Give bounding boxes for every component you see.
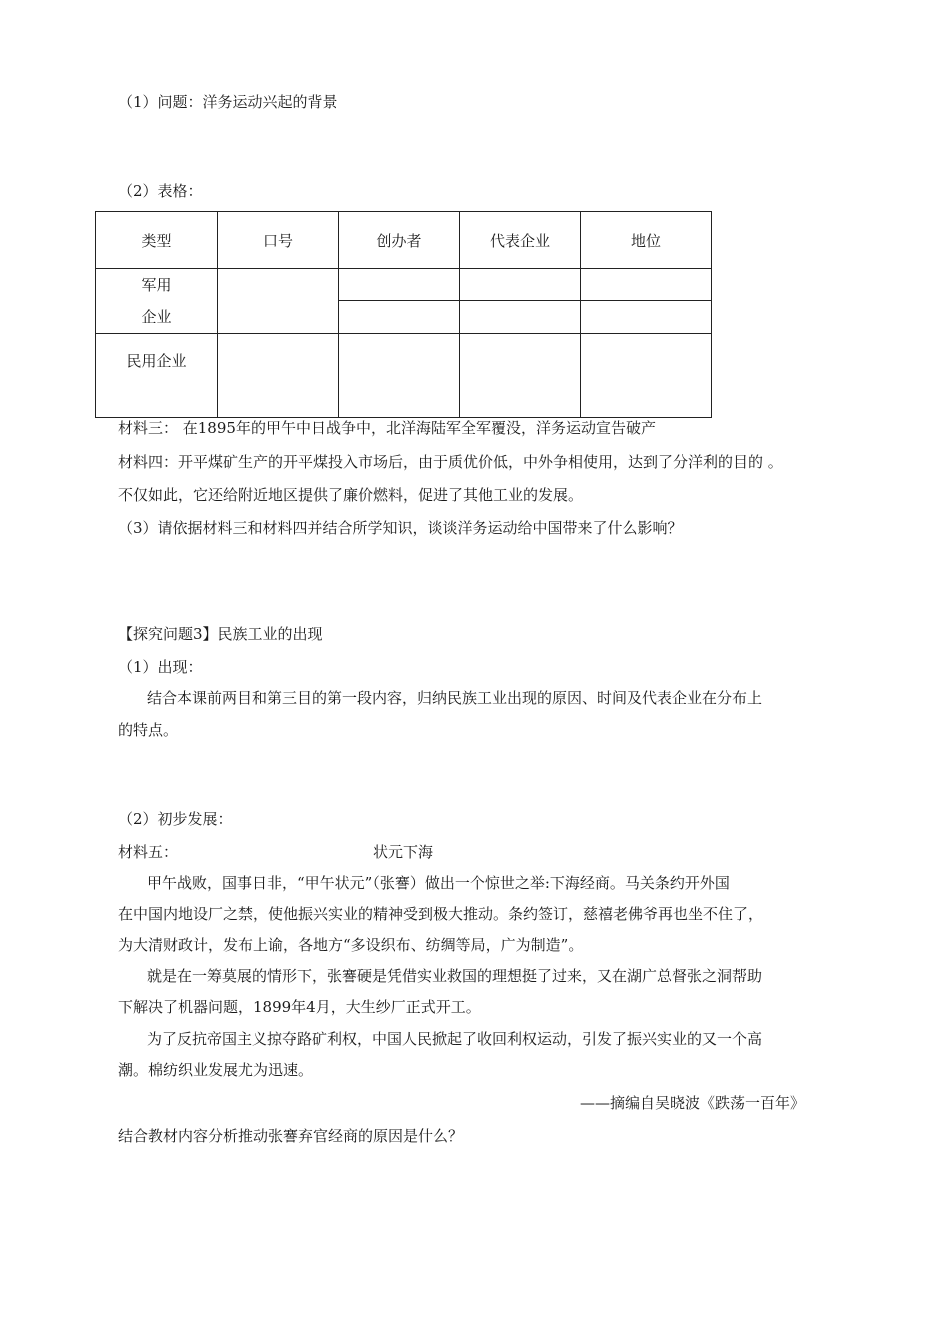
westernization-table xyxy=(95,211,712,418)
table-header-row xyxy=(96,212,712,269)
military-enterprise-cell xyxy=(96,269,218,334)
table-row xyxy=(96,334,712,418)
table-cell xyxy=(339,334,460,418)
table-cell xyxy=(218,269,339,334)
final-question: 结合教材内容分析推动张謇弃官经商的原因是什么？ xyxy=(118,1127,464,1145)
military-label-line1: 军用 xyxy=(141,276,172,294)
table-cell xyxy=(460,334,581,418)
header-cell-status: 地位 xyxy=(581,212,712,269)
appear-text-line2: 的特点。 xyxy=(118,721,179,739)
table-cell xyxy=(218,334,339,418)
civil-enterprise-cell: 民用企业 xyxy=(96,334,218,418)
header-cell-founder: 创办者 xyxy=(339,212,460,269)
table-cell xyxy=(339,269,460,301)
material-5-para2-line1: 就是在一筹莫展的情形下，张謇硬是凭借实业救国的理想挺了过来，又在湖广总督张之洞帮助 xyxy=(147,967,763,985)
table-cell xyxy=(460,269,581,301)
material-5-para1-line1: 甲午战败，国事日非，“甲午状元”（张謇）做出一个惊世之举:下海经商。马关条约开外国 xyxy=(147,874,730,892)
question-2: （2）表格： xyxy=(118,182,203,200)
explore-question-3-heading: 【探究问题3】民族工业的出现 xyxy=(118,625,323,643)
appear-text-line1: 结合本课前两目和第三目的第一段内容，归纳民族工业出现的原因、时间及代表企业在分布上 xyxy=(147,689,763,707)
table-cell xyxy=(581,301,712,334)
header-cell-enterprise: 代表企业 xyxy=(460,212,581,269)
table-cell xyxy=(460,301,581,334)
material-4-line2: 不仅如此，它还给附近地区提供了廉价燃料，促进了其他工业的发展。 xyxy=(118,486,584,504)
development-subtitle: （2）初步发展： xyxy=(118,810,233,828)
material-5-para3-line1: 为了反抗帝国主义掠夺路矿利权，中国人民掀起了收回利权运动，引发了振兴实业的又一个高 xyxy=(147,1030,763,1048)
appear-subtitle: （1）出现： xyxy=(118,658,203,676)
military-label-line2: 企业 xyxy=(141,308,172,326)
material-5-label: 材料五： xyxy=(118,843,179,861)
table-cell xyxy=(581,334,712,418)
material-5-source: ——摘编自吴晓波《跌荡一百年》 xyxy=(580,1094,806,1112)
table-cell xyxy=(339,301,460,334)
header-cell-type: 类型 xyxy=(96,212,218,269)
material-5-para2-line2: 下解决了机器问题，1899年4月，大生纱厂正式开工。 xyxy=(118,998,481,1016)
material-5-para1-line3: 为大清财政计，发布上谕，各地方“多设织布、纺绸等局，广为制造”。 xyxy=(118,936,584,954)
material-5-title: 状元下海 xyxy=(373,843,434,861)
question-3: （3）请依据材料三和材料四并结合所学知识，谈谈洋务运动给中国带来了什么影响？ xyxy=(118,519,683,537)
material-5-para3-line2: 潮。棉纺织业发展尤为迅速。 xyxy=(118,1061,314,1079)
table-row xyxy=(96,269,712,301)
material-5-para1-line2: 在中国内地设厂之禁，使他振兴实业的精神受到极大推动。条约签订，慈禧老佛爷再也坐不住了， xyxy=(118,905,764,923)
material-3: 材料三： 在1895年的甲午中日战争中，北洋海陆军全军覆没，洋务运动宣告破产 xyxy=(118,419,656,437)
question-1: （1）问题：洋务运动兴起的背景 xyxy=(118,93,338,111)
table-cell xyxy=(581,269,712,301)
header-cell-slogan: 口号 xyxy=(218,212,339,269)
material-4-line1: 材料四：开平煤矿生产的开平煤投入市场后，由于质优价低，中外争相使用，达到了分洋利的目的 。 xyxy=(118,453,783,471)
